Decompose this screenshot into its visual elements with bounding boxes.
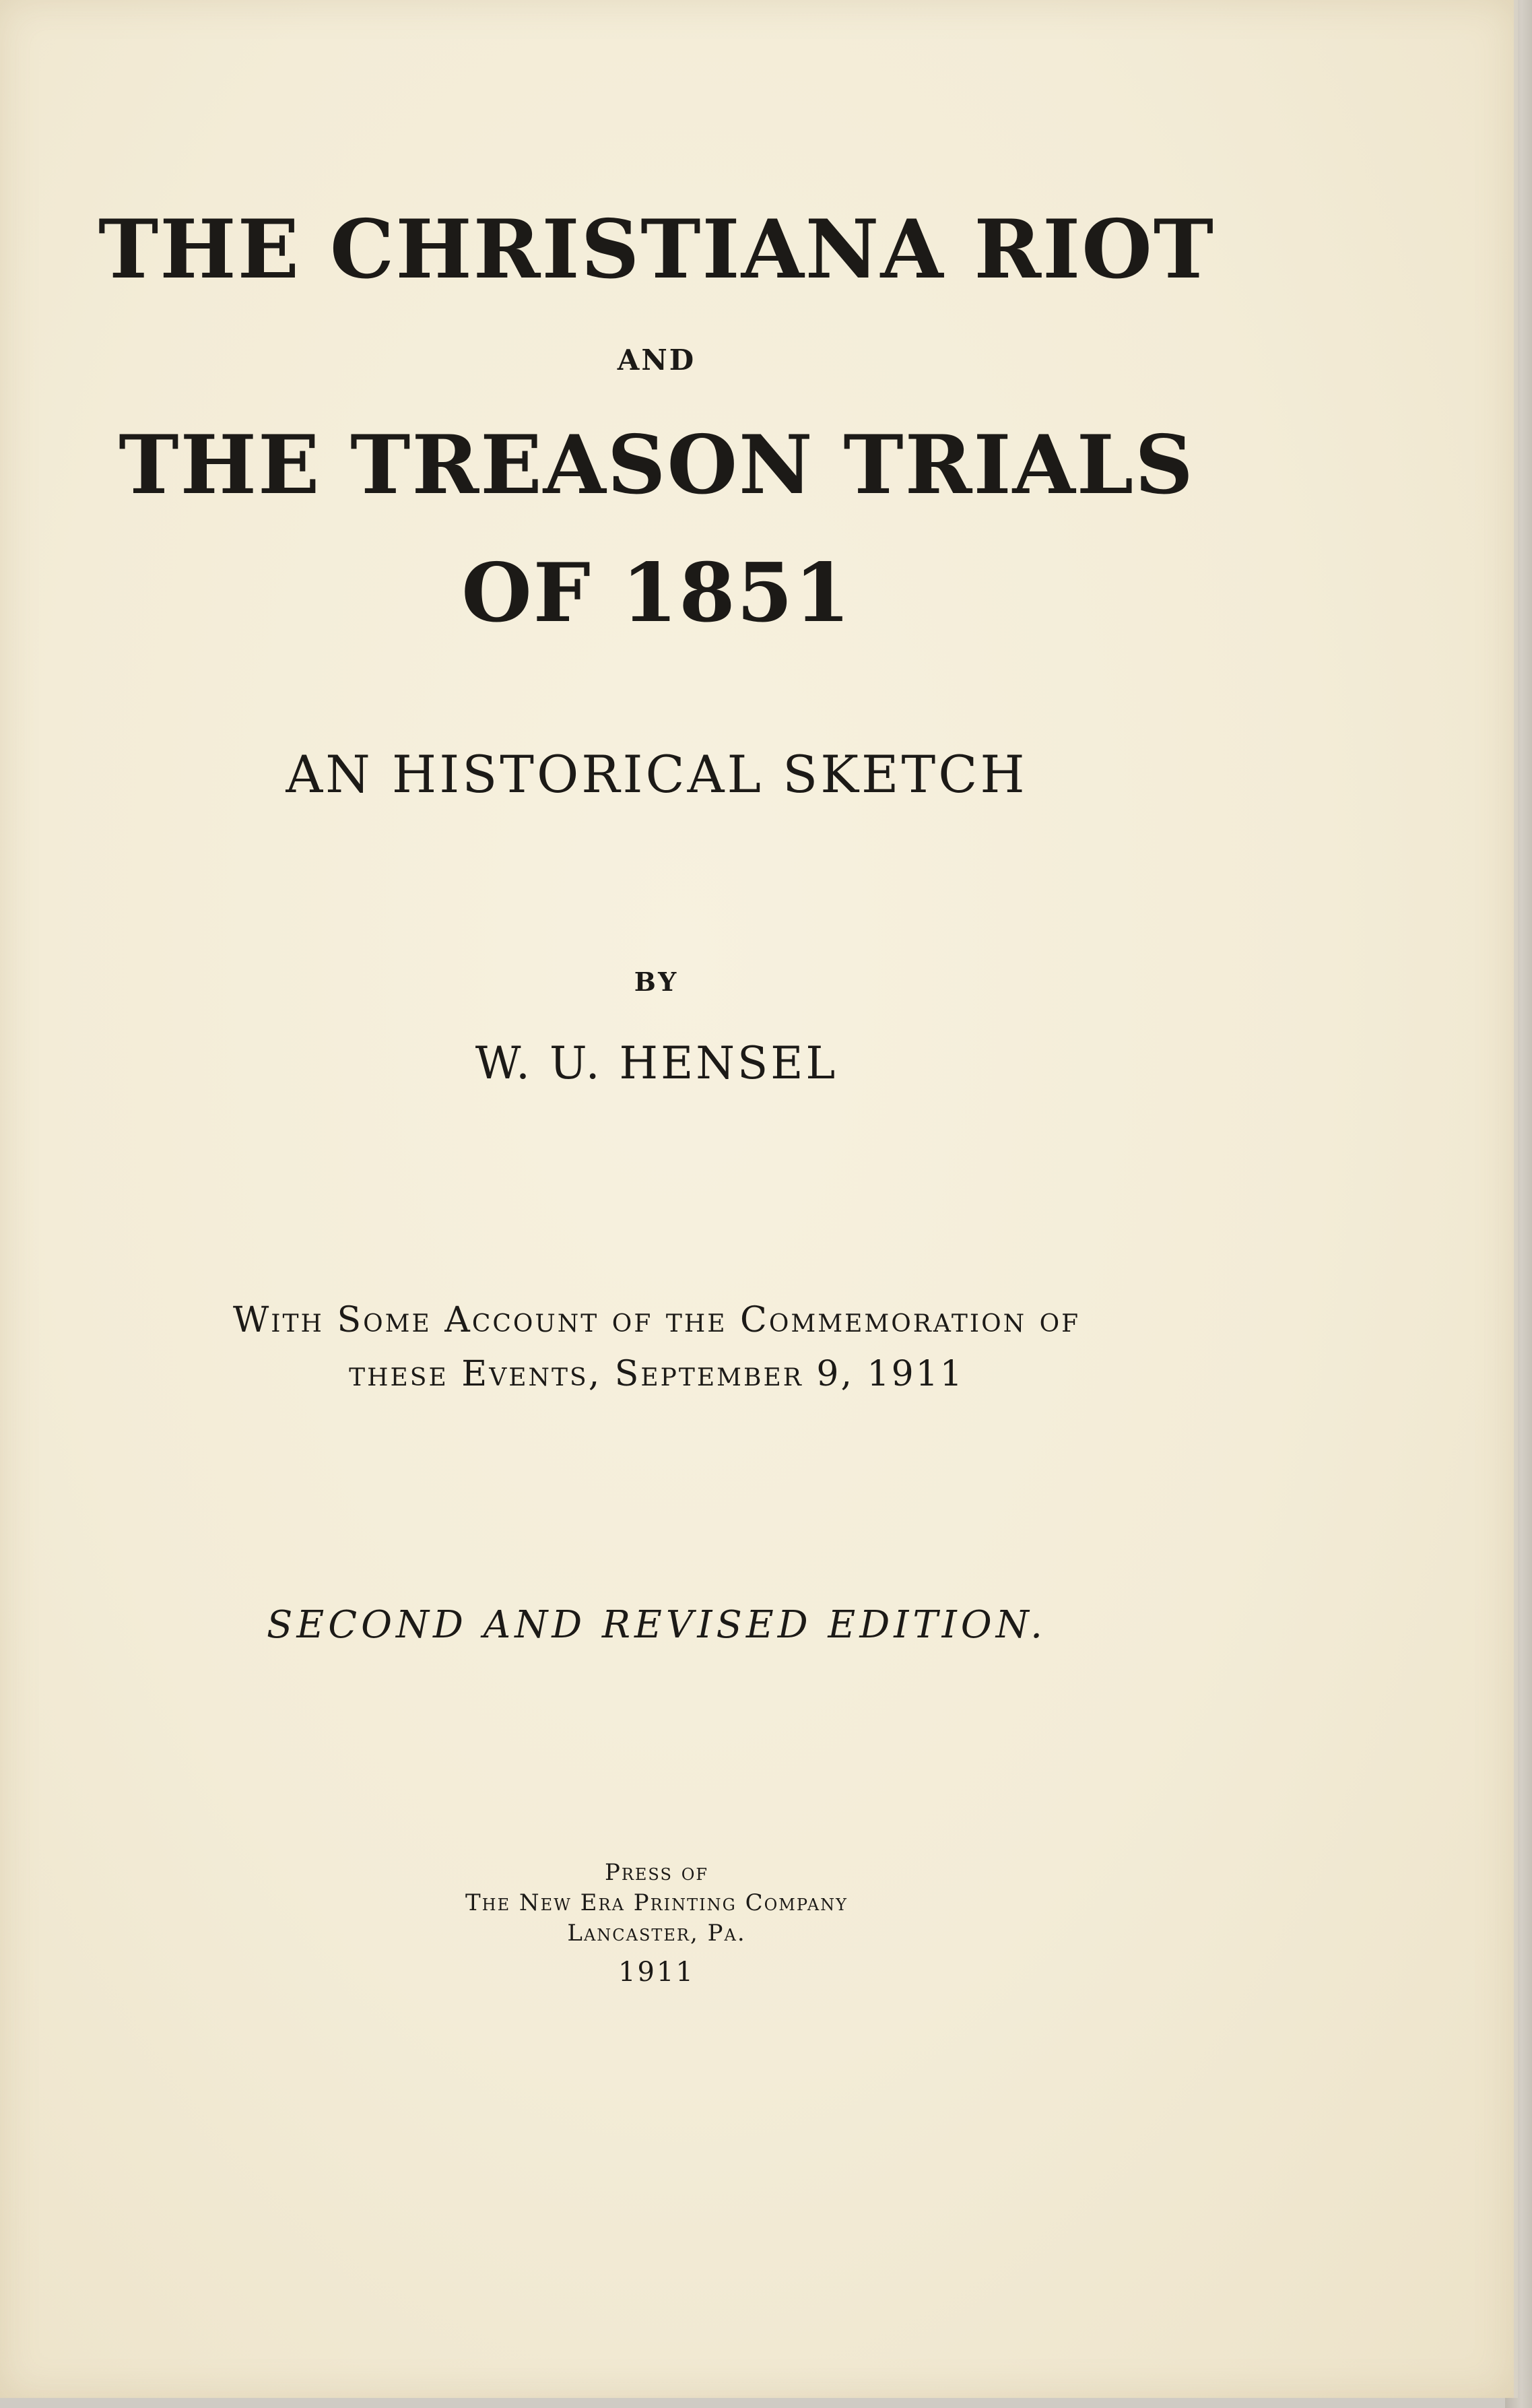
subtitle: AN HISTORICAL SKETCH bbox=[286, 744, 1028, 804]
imprint-press-of: Press of bbox=[604, 1859, 709, 1886]
edition-statement: SECOND AND REVISED EDITION. bbox=[267, 1603, 1046, 1647]
title-conjunction: AND bbox=[617, 344, 696, 377]
title-line-2: THE TREASON TRIALS bbox=[119, 418, 1195, 513]
imprint-publisher: The New Era Printing Company bbox=[465, 1889, 848, 1916]
author-name: W. U. HENSEL bbox=[475, 1037, 838, 1089]
account-line-1: With Some Account of the Commemoration of bbox=[232, 1300, 1081, 1340]
title-line-1: THE CHRISTIANA RIOT bbox=[98, 202, 1215, 297]
imprint-place: Lancaster, Pa. bbox=[567, 1920, 746, 1947]
by-line: BY bbox=[634, 967, 679, 997]
title-line-3: OF 1851 bbox=[461, 546, 852, 641]
imprint-year: 1911 bbox=[618, 1957, 695, 1988]
account-line-2: these Events, September 9, 1911 bbox=[349, 1354, 964, 1394]
